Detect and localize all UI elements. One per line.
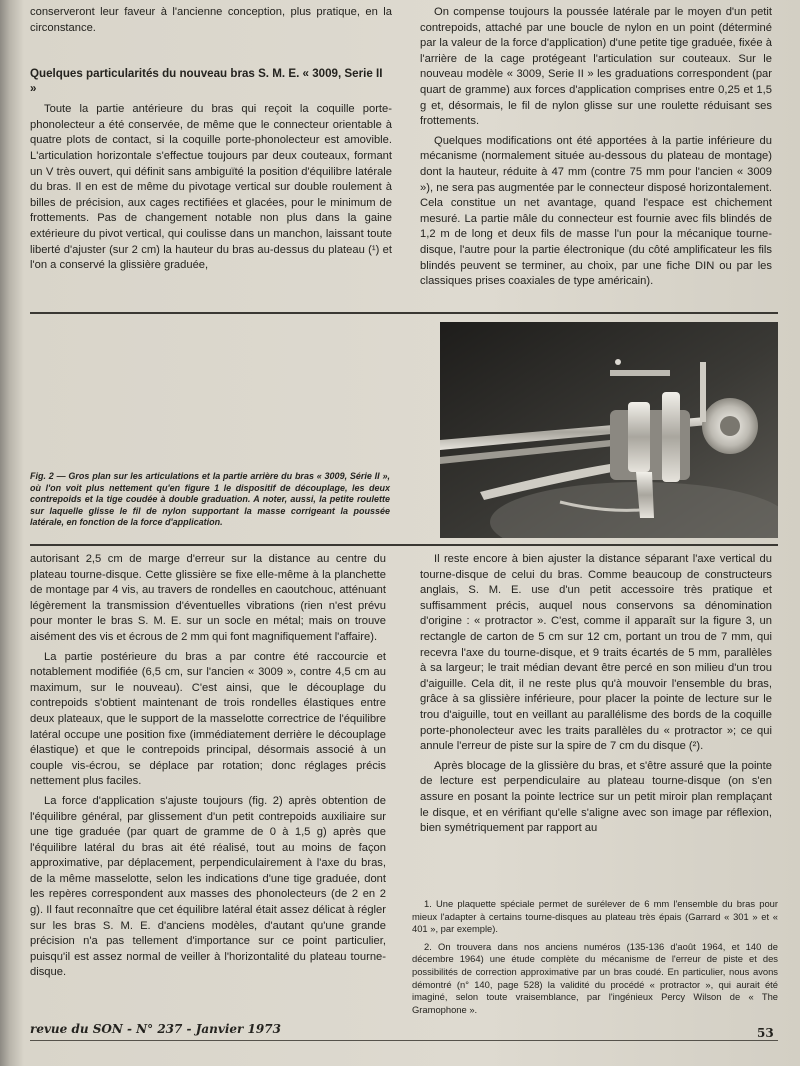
- figure-caption: Fig. 2 — Gros plan sur les articulations et la partie arrière du bras « 3009, Série II », où l'on voit plus nettement qu'en figure 1 le dispositif de découplage, les deux contrepoids et la tige coudée à double graduation. A noter, aussi, la petite roulette sur laquelle glisse le fil de nylon supportant la masse corrigeant la poussée latérale, en fonction de la force d'application.: [30, 471, 390, 528]
- paragraph: Il reste encore à bien ajuster la distance séparant l'axe vertical du tourne-disque de celui du bras. Comme beaucoup de constructeurs anglais, S. M. E. use d'un petit accessoire très pratique et suffisamment précis, auquel nous conservons sa dénomination d'origine : « protractor ». C'est, comme il apparaît sur la figure 3, un rectangle de carton de 5 cm sur 12 cm, portant un trou de 7 mm, qui recevra l'axe du tourne-disque, et 9 traits écartés de 5 mm, parallèles à sa largeur; le trait médian devant être percé en son milieu d'un trou d'aiguille. Cela dit, il ne reste plus qu'à mouvoir l'ensemble du bras, grâce à sa glissière inférieure, pour placer la pointe de lecture sur le trou d'aiguille, tout en veillant au parallélisme des bords de la coquille porte-phonolecteur avec les traits parallèles du « protractor »; ce qui annule l'erreur de piste sur la spire de 7 cm du disque (²).: [420, 553, 772, 753]
- column-bottom-left: [30, 552, 386, 981]
- paragraph: conserveront leur faveur à l'ancienne conception, plus pratique, en la circonstance.: [30, 6, 392, 34]
- paragraph: autorisant 2,5 cm de marge d'erreur sur la distance au centre du plateau tourne-disque. Cette glissière se fixe elle-même à la planchette de montage par 4 vis, au travers de rondelles en caoutchouc, atténuant légèrement la transmission d'éventuelles vibrations (rien n'est prévu pour monter le bras S. M. E. sur un socle en métal; mais on trouve aisément des vis et écrous de 2 mm qui font magnifiquement l'affaire).: [30, 553, 386, 643]
- page-number: 53: [757, 1026, 774, 1040]
- column-top-left: [30, 5, 392, 274]
- footnote-1: 1. Une plaquette spéciale permet de surélever de 6 mm l'ensemble du bras pour mieux l'adapter à certains tourne-disques au plateau très épais (Garrard « 301 » et « 401 », par exemple).: [412, 898, 778, 935]
- footnote-2: 2. On trouvera dans nos anciens numéros (135-136 d'août 1964, et 140 de décembre 1964) une étude complète du mécanisme de l'erreur de piste et des possibilités de correction approximative par un bras coudé. En particulier, nous avons démontré (n° 140, page 528) la validité du procédé « protractor », qui aurait été imaginé, selon toute vraisemblance, par l'ingénieux Percy Wilson de « The Gramophone ».: [412, 940, 778, 1015]
- paragraph: Quelques modifications ont été apportées à la partie inférieure du mécanisme (normalement située au-dessous du plateau de montage) dont la hauteur, réduite à 47 mm (contre 75 mm pour l'ancien « 3009 »), ne sera pas augmentée par le connecteur disposé horizontalement. Cela constitue un net avantage, quand l'espace est chichement mesuré. La partie mâle du connecteur est fournie avec fils blindés de 1,2 m de long et deux fils de masse l'un pour la mécanique tourne-disque, l'autre pour la partie électronique (du côté amplificateur les fils blindés peuvent se terminer, au choix, par une fiche DIN ou par les classiques prises coaxiales de type américain).: [420, 134, 772, 288]
- divider-bottom: [30, 544, 778, 546]
- footer-divider: [30, 1040, 778, 1041]
- paragraph: La force d'application s'ajuste toujours (fig. 2) après obtention de l'équilibre général, par glissement d'un petit contrepoids auxiliaire sur une tige graduée (par quart de gramme de 0 à 1,5 g) après que l'équilibre latéral du bras ait été réalisé, tout au moins de façon approximative, par déplacement, perpendiculairement à l'axe du bras, de la même masselotte, selon les indications d'une tige graduée, dont les repères correspondent aux masses des phonolecteurs (de 2 en 2 g). Il faut reconnaître que cet équilibre latéral était assez délicat à régler sur les bras S. M. E. d'anciens modèles, d'autant qu'une grande précision n'a pas tellement d'importance sur ce point particulier, puisqu'il est assez normal de veiller à l'horizontalité du plateau tourne-disque.: [30, 794, 386, 979]
- divider-top: [30, 312, 778, 314]
- paragraph: Toute la partie antérieure du bras qui reçoit la coquille porte-phonolecteur a été conservée, de même que le connecteur orientable à quatre plots de contact, si la coquille porte-phonolecteur est amovible. L'articulation horizontale s'effectue toujours par deux couteaux, formant un V très ouvert, qui définit sans ambiguïté la position d'équilibre latérale du bras. Il en est de même du pivotage vertical sur double roulement à billes de précision, aux cages rectifiées et glacées, pour le minimum de frottements. Pas de changement notable non plus dans la gaine extérieure du pivot vertical, qui coulisse dans un manchon, laissant toute liberté d'ajuster (sur 2 cm) la hauteur du bras au-dessus du plateau (¹) et l'on a conservé la glissière graduée,: [30, 103, 392, 272]
- paragraph: On compense toujours la poussée latérale par le moyen d'un petit contrepoids, attaché par une boucle de nylon en un point (déterminé par la valeur de la force d'application) d'une petite tige graduée, fixée à l'arrière de la cage protégeant l'articulation sur couteaux. Sur le nouveau modèle « 3009, Serie II » les graduations correspondent (par quart de gramme) aux forces d'application comprises entre 0,25 et 1,5 g et, désormais, le fil de nylon glisse sur une roulette réduisant ses frottements.: [420, 6, 772, 128]
- paragraph: Après blocage de la glissière du bras, et s'être assuré que la pointe de lecture est perpendiculaire au plateau tourne-disque (on s'en assure en posant la pointe lectrice sur un petit miroir plan remplaçant le disque, et en vérifiant qu'elle s'aligne avec son image par réflexion, bien symétriquement par rapport au: [420, 759, 772, 835]
- footer-publication: revue du SON - N° 237 - Janvier 1973: [30, 1022, 281, 1036]
- column-top-right: [420, 5, 772, 290]
- column-bottom-right: [420, 552, 772, 837]
- section-heading: Quelques particularités du nouveau bras S. M. E. « 3009, Serie II »: [30, 67, 383, 96]
- footnotes: [412, 898, 778, 1021]
- tonearm-photo-icon: [440, 322, 778, 538]
- paragraph: La partie postérieure du bras a par contre été raccourcie et notablement modifiée (6,5 cm, sur l'ancien « 3009 », contre 4,5 cm au maximum, sur le nouveau). C'est ainsi, que le découplage du contrepoids s'obtient maintenant de trois rondelles élastiques entre deux plateaux, que le support de la masselotte correctrice de l'équilibre latéral occupe une position fixe (immédiatement derrière le découplage élastique) et que le contrepoids principal, désormais associé à un couple vis-écrou, se déplace par rotation; donc réglages précis nettement plus faciles.: [30, 650, 386, 788]
